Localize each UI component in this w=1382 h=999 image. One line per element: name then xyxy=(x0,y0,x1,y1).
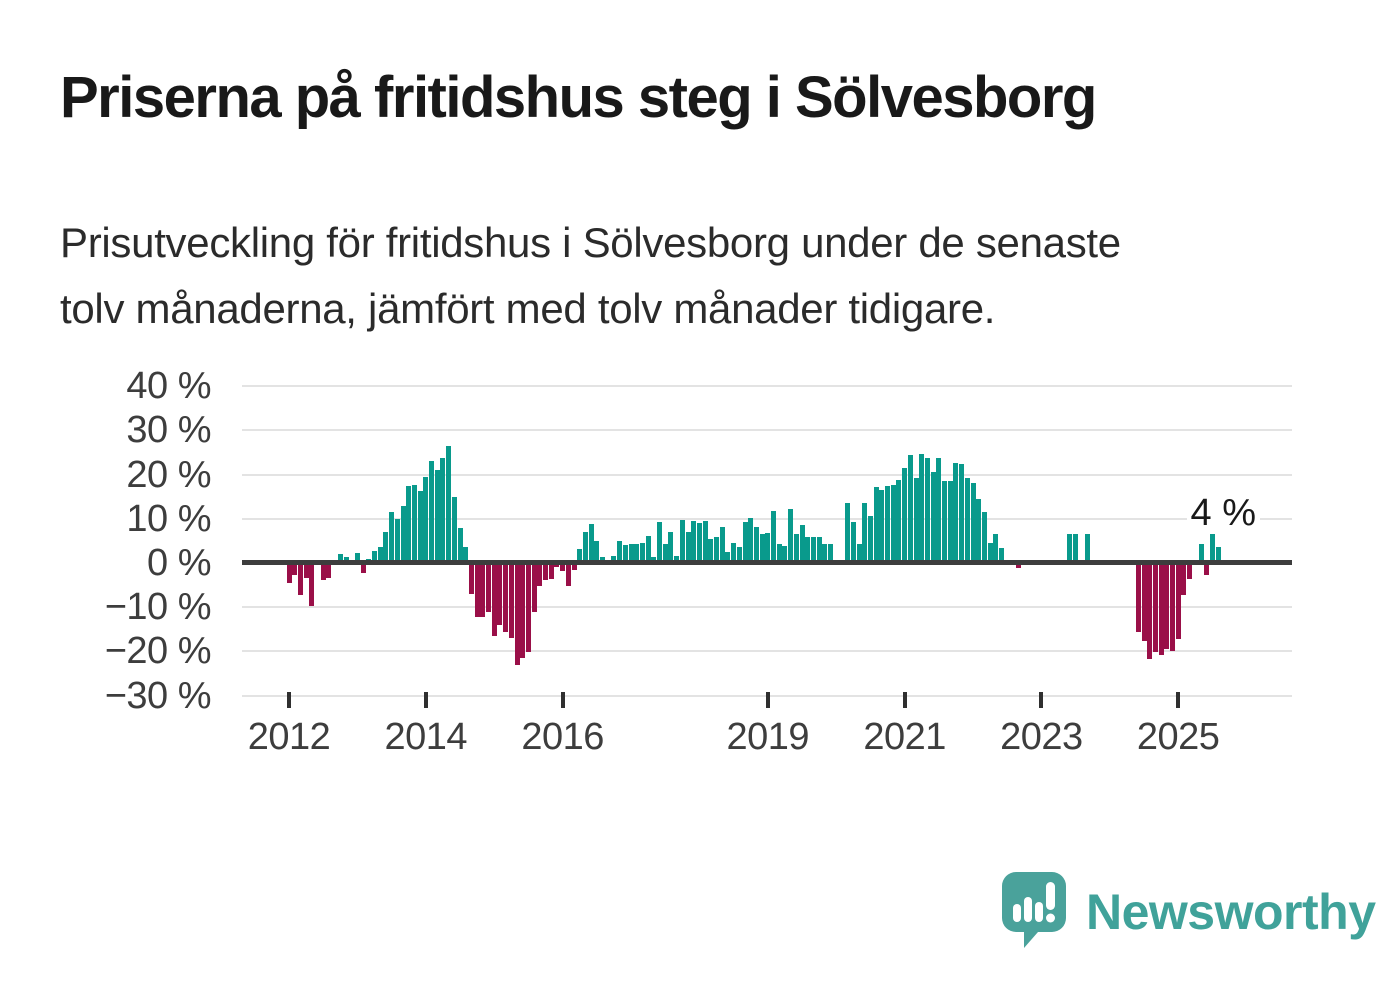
y-axis-label: −20 % xyxy=(104,630,211,673)
bar-2024-07 xyxy=(1142,563,1147,641)
bar-2024-10 xyxy=(1159,563,1164,655)
bar-2018-12 xyxy=(760,534,765,563)
bar-2020-09 xyxy=(879,490,884,563)
bar-2015-02 xyxy=(497,563,502,625)
x-axis-label: 2019 xyxy=(726,716,810,758)
bar-2015-05 xyxy=(515,563,520,665)
x-axis-label: 2016 xyxy=(521,716,604,758)
bar-2013-12 xyxy=(418,491,423,563)
bar-2016-06 xyxy=(589,524,594,563)
bar-2015-03 xyxy=(503,563,508,632)
bar-2018-11 xyxy=(754,527,759,563)
bar-2014-03 xyxy=(435,470,440,563)
bar-2017-10 xyxy=(680,520,685,563)
bar-2013-11 xyxy=(412,485,417,563)
speech-bubble-shape xyxy=(1002,872,1066,948)
bar-2014-10 xyxy=(475,563,480,617)
x-axis-tick xyxy=(1039,692,1043,708)
bar-2015-08 xyxy=(532,563,537,612)
bar-2020-08 xyxy=(874,487,879,563)
bar-2021-04 xyxy=(919,454,924,563)
bar-2018-10 xyxy=(748,518,753,563)
latest-value-label: 4 % xyxy=(1187,492,1260,534)
bar-2015-07 xyxy=(526,563,531,652)
bar-2013-07 xyxy=(389,512,394,563)
bar-2019-07 xyxy=(800,525,805,563)
bar-2023-07 xyxy=(1073,534,1078,563)
x-axis-tick xyxy=(1176,692,1180,708)
bar-2024-09 xyxy=(1153,563,1158,652)
grid-line xyxy=(242,606,1292,608)
bar-2022-03 xyxy=(982,512,987,563)
bar-2020-12 xyxy=(896,480,901,563)
bar-2021-02 xyxy=(908,455,913,563)
x-axis-label: 2021 xyxy=(863,716,946,758)
bar-2013-09 xyxy=(401,506,406,563)
x-axis-label: 2012 xyxy=(247,716,331,758)
bar-2014-04 xyxy=(440,458,445,563)
bar-2014-01 xyxy=(423,477,428,563)
zero-axis-line xyxy=(242,560,1292,565)
bar-2014-06 xyxy=(452,497,457,563)
bar-2025-03 xyxy=(1187,563,1192,579)
bar-2015-09 xyxy=(537,563,542,586)
bar-2012-07 xyxy=(321,563,326,580)
y-axis-label: −10 % xyxy=(104,586,211,629)
bar-2017-11 xyxy=(686,532,691,563)
bar-2019-05 xyxy=(788,509,793,563)
y-axis-label: −30 % xyxy=(104,674,211,717)
grid-line xyxy=(242,474,1292,476)
newsworthy-logo-icon xyxy=(1002,872,1066,952)
bar-2021-08 xyxy=(942,481,947,563)
page-title: Priserna på fritidshus steg i Sölvesborg xyxy=(60,65,1096,130)
chart-bar-icon-3 xyxy=(1035,902,1043,922)
grid-line xyxy=(242,385,1292,387)
bar-2022-01 xyxy=(971,483,976,563)
bar-2014-11 xyxy=(480,563,485,617)
bar-2014-02 xyxy=(429,461,434,563)
bar-2015-06 xyxy=(520,563,525,658)
bar-2020-03 xyxy=(845,503,850,563)
x-axis-label: 2025 xyxy=(1136,716,1220,758)
brand-wordmark: Newsworthy xyxy=(1086,884,1376,940)
y-axis-label: 10 % xyxy=(126,497,211,540)
bar-2018-01 xyxy=(697,523,702,563)
bar-2014-12 xyxy=(486,563,491,612)
x-axis-tick xyxy=(287,692,291,708)
bar-2019-01 xyxy=(765,533,770,563)
bar-2014-05 xyxy=(446,446,451,563)
bar-2014-07 xyxy=(458,528,463,563)
bar-2020-11 xyxy=(891,485,896,563)
bar-2024-06 xyxy=(1136,563,1141,632)
bar-2013-10 xyxy=(406,486,411,563)
bar-2013-06 xyxy=(383,532,388,563)
bar-2015-10 xyxy=(543,563,548,580)
exclamation-bar-icon xyxy=(1046,882,1055,910)
bar-2024-12 xyxy=(1170,563,1175,651)
bar-2016-05 xyxy=(583,532,588,563)
y-axis-label: 0 % xyxy=(147,542,211,584)
bar-2012-05 xyxy=(309,563,314,606)
grid-line xyxy=(242,650,1292,652)
y-axis-label: 20 % xyxy=(126,453,211,496)
y-axis-label: 40 % xyxy=(126,365,211,408)
bar-2013-08 xyxy=(395,519,400,563)
bar-2021-09 xyxy=(948,481,953,563)
subtitle-line-2: tolv månaderna, jämfört med tolv månader tidigare. xyxy=(60,285,996,332)
bar-2012-03 xyxy=(298,563,303,595)
x-axis-label: 2014 xyxy=(384,716,468,758)
x-axis-tick xyxy=(424,692,428,708)
bar-2020-04 xyxy=(851,522,856,564)
bar-2022-02 xyxy=(976,499,981,563)
bar-2016-02 xyxy=(566,563,571,586)
bar-2012-08 xyxy=(326,563,331,578)
newsworthy-logo xyxy=(1002,872,1376,952)
bar-2018-09 xyxy=(743,522,748,563)
chart-bar-icon-2 xyxy=(1024,897,1032,922)
bar-2020-10 xyxy=(885,486,890,563)
bar-2021-07 xyxy=(936,458,941,563)
bar-2023-09 xyxy=(1085,534,1090,563)
bar-2022-05 xyxy=(993,534,998,563)
bar-2017-04 xyxy=(646,536,651,563)
x-axis-label: 2023 xyxy=(1000,716,1083,758)
x-axis-tick xyxy=(561,692,565,708)
bar-2015-04 xyxy=(509,563,514,638)
exclamation-dot-icon xyxy=(1046,914,1055,923)
bar-2025-07 xyxy=(1210,530,1215,563)
bar-2021-03 xyxy=(914,478,919,563)
y-axis-label: 30 % xyxy=(126,409,211,452)
bar-2021-05 xyxy=(925,458,930,563)
bar-2025-02 xyxy=(1181,563,1186,595)
bar-2021-01 xyxy=(902,468,907,563)
bar-2025-01 xyxy=(1176,563,1181,639)
bar-2017-08 xyxy=(668,532,673,563)
bar-2021-12 xyxy=(965,478,970,563)
bar-2024-08 xyxy=(1147,563,1152,659)
x-axis-tick xyxy=(766,692,770,708)
bar-2020-07 xyxy=(868,516,873,563)
bar-2019-02 xyxy=(771,511,776,563)
bar-2019-06 xyxy=(794,534,799,563)
bar-2024-11 xyxy=(1164,563,1169,649)
grid-line xyxy=(242,429,1292,431)
latest-value-annotation xyxy=(1056,492,1260,534)
bar-2015-01 xyxy=(492,563,497,636)
bar-2015-11 xyxy=(549,563,554,579)
bar-2018-02 xyxy=(703,521,708,563)
bar-2017-12 xyxy=(691,521,696,563)
bar-2012-01 xyxy=(287,563,292,583)
bar-2017-06 xyxy=(657,522,662,563)
bar-2012-04 xyxy=(304,563,309,578)
bar-2021-06 xyxy=(931,472,936,564)
x-axis-tick xyxy=(903,692,907,708)
bar-2020-06 xyxy=(862,503,867,563)
bar-2021-11 xyxy=(959,464,964,564)
chart-bar-icon-1 xyxy=(1013,904,1021,922)
subtitle-line-1: Prisutveckling för fritidshus i Sölvesborg under de senaste xyxy=(60,219,1121,266)
bar-2018-05 xyxy=(720,527,725,563)
bar-2021-10 xyxy=(953,463,958,563)
bar-2023-06 xyxy=(1067,534,1072,563)
bar-2014-09 xyxy=(469,563,474,594)
